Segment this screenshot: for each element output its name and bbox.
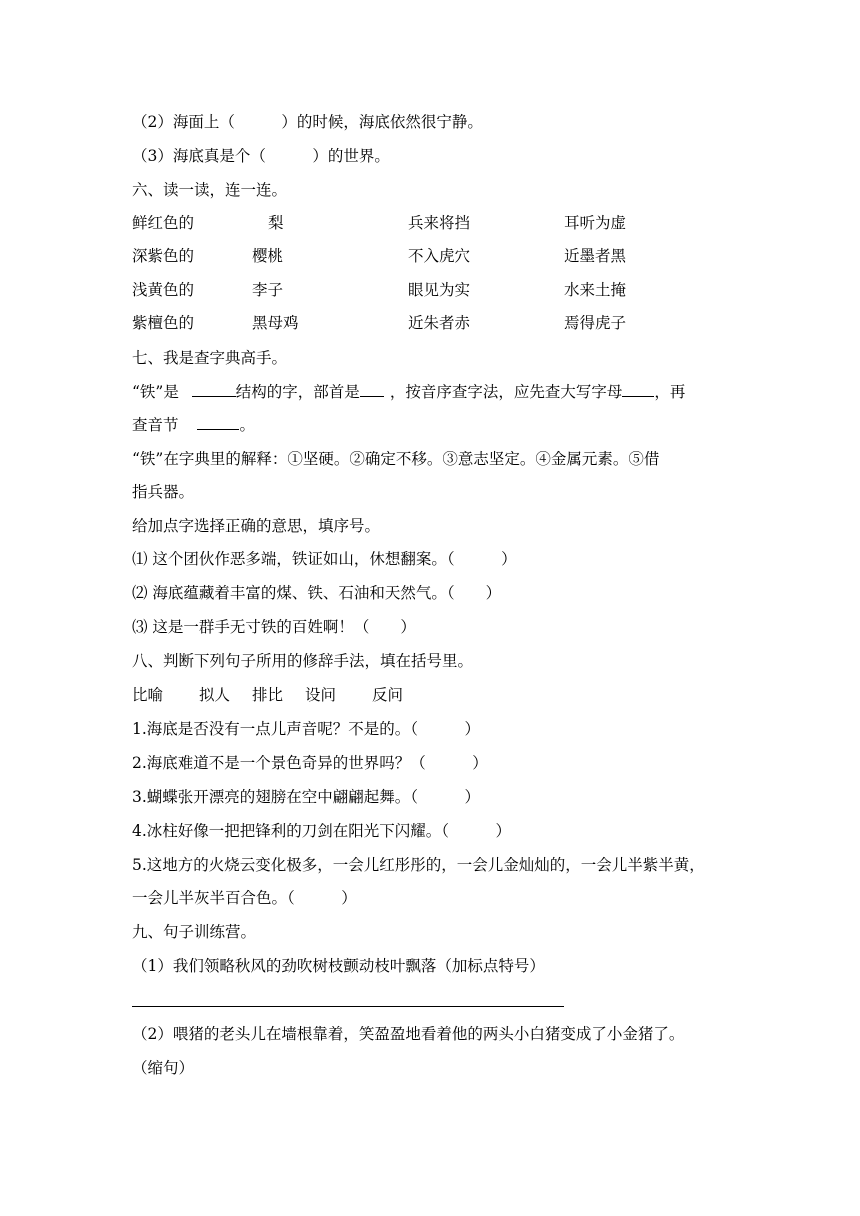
q6-col4-item: 近墨者黑 (564, 247, 627, 265)
q6-col1-item: 紫檀色的 (132, 314, 195, 332)
q8-sentence-2: 2.海底难道不是一个景色奇异的世界吗？（ ） (132, 754, 488, 772)
q9-heading: 九、句子训练营。 (132, 923, 257, 941)
q7-l2-text-b: 。 (239, 416, 255, 434)
radical-blank[interactable] (360, 381, 384, 397)
q8-sentence-5-line1: 5.这地方的火烧云变化极多，一会儿红彤彤的，一会儿金灿灿的，一会儿半紫半黄， (132, 856, 705, 874)
q8-sentence-5-line2: 一会儿半灰半百合色。（ ） (132, 889, 357, 907)
q7-l1-text-c: ，按音序查字法，应先查大写字母 (389, 383, 623, 401)
answer-line[interactable] (132, 1006, 564, 1007)
q6-col1-item: 鲜红色的 (132, 214, 195, 232)
structure-blank[interactable] (192, 381, 236, 397)
rhetoric-option: 拟人 (199, 686, 231, 704)
q6-col3-item: 眼见为实 (408, 281, 471, 299)
rhetoric-option: 排比 (252, 686, 284, 704)
q8-heading: 八、判断下列句子所用的修辞手法，填在括号里。 (132, 652, 474, 670)
q7-sentence-2: ⑵ 海底蕴藏着丰富的煤、铁、石油和天然气。（ ） (132, 584, 502, 602)
q6-col4-item: 耳听为虚 (564, 214, 627, 232)
q7-l1-text-b: 结构的字，部首是 (235, 383, 360, 401)
q7-instruction: 给加点字选择正确的意思，填序号。 (132, 517, 381, 535)
q8-sentence-3: 3.蝴蝶张开漂亮的翅膀在空中翩翩起舞。（ ） (132, 788, 481, 806)
q7-line1 (132, 381, 685, 402)
q9-item-2-line2: （缩句） (132, 1059, 195, 1077)
q7-meaning-line1: “铁”在字典里的解释：①坚硬。②确定不移。③意志坚定。④金属元素。⑤借 (132, 450, 660, 468)
q9-item-1: （1）我们领略秋风的劲吹树枝颤动枝叶飘落（加标点特号） (132, 957, 545, 975)
q6-col2-item: 李子 (252, 281, 284, 299)
q7-heading: 七、我是查字典高手。 (132, 349, 288, 367)
q6-heading: 六、读一读，连一连。 (132, 181, 288, 199)
q6-col2-item: 樱桃 (252, 247, 284, 265)
q6-col1-item: 深紫色的 (132, 247, 195, 265)
q6-col2-item: 梨 (268, 214, 284, 232)
q8-sentence-4: 4.冰柱好像一把把锋利的刀剑在阳光下闪耀。（ ） (132, 822, 512, 840)
q6-col3-item: 兵来将挡 (408, 214, 471, 232)
q8-sentence-1: 1.海底是否没有一点儿声音呢？不是的。（ ） (132, 720, 481, 738)
q7-l1-text-a: “铁”是 (132, 383, 179, 401)
q7-sentence-3: ⑶ 这是一群手无寸铁的百姓啊！（ ） (132, 618, 416, 636)
q5-item-2: （2）海面上（ ）的时候，海底依然很宁静。 (132, 113, 483, 131)
rhetoric-option: 比喻 (132, 686, 164, 704)
q5-item-3: （3）海底真是个（ ）的世界。 (132, 147, 390, 165)
rhetoric-option: 反问 (372, 686, 404, 704)
capital-letter-blank[interactable] (622, 381, 654, 397)
q6-col4-item: 焉得虎子 (564, 314, 627, 332)
q6-col3-item: 不入虎穴 (408, 247, 471, 265)
q6-col2-item: 黑母鸡 (252, 314, 299, 332)
q7-meaning-line2: 指兵器。 (132, 483, 195, 501)
q7-line2 (132, 414, 255, 435)
q7-l1-text-d: ，再 (654, 383, 686, 401)
q9-item-2-line1: （2）喂猪的老头儿在墙根靠着，笑盈盈地看着他的两头小白猪变成了小金猪了。 (132, 1025, 685, 1043)
rhetoric-option: 设问 (305, 686, 337, 704)
q7-sentence-1: ⑴ 这个团伙作恶多端，铁证如山，休想翻案。（ ） (132, 550, 517, 568)
q6-col3-item: 近朱者赤 (408, 314, 471, 332)
q6-col4-item: 水来土掩 (564, 281, 627, 299)
q7-l2-text-a: 查音节 (132, 416, 179, 434)
q6-col1-item: 浅黄色的 (132, 281, 195, 299)
syllable-blank[interactable] (197, 414, 239, 430)
